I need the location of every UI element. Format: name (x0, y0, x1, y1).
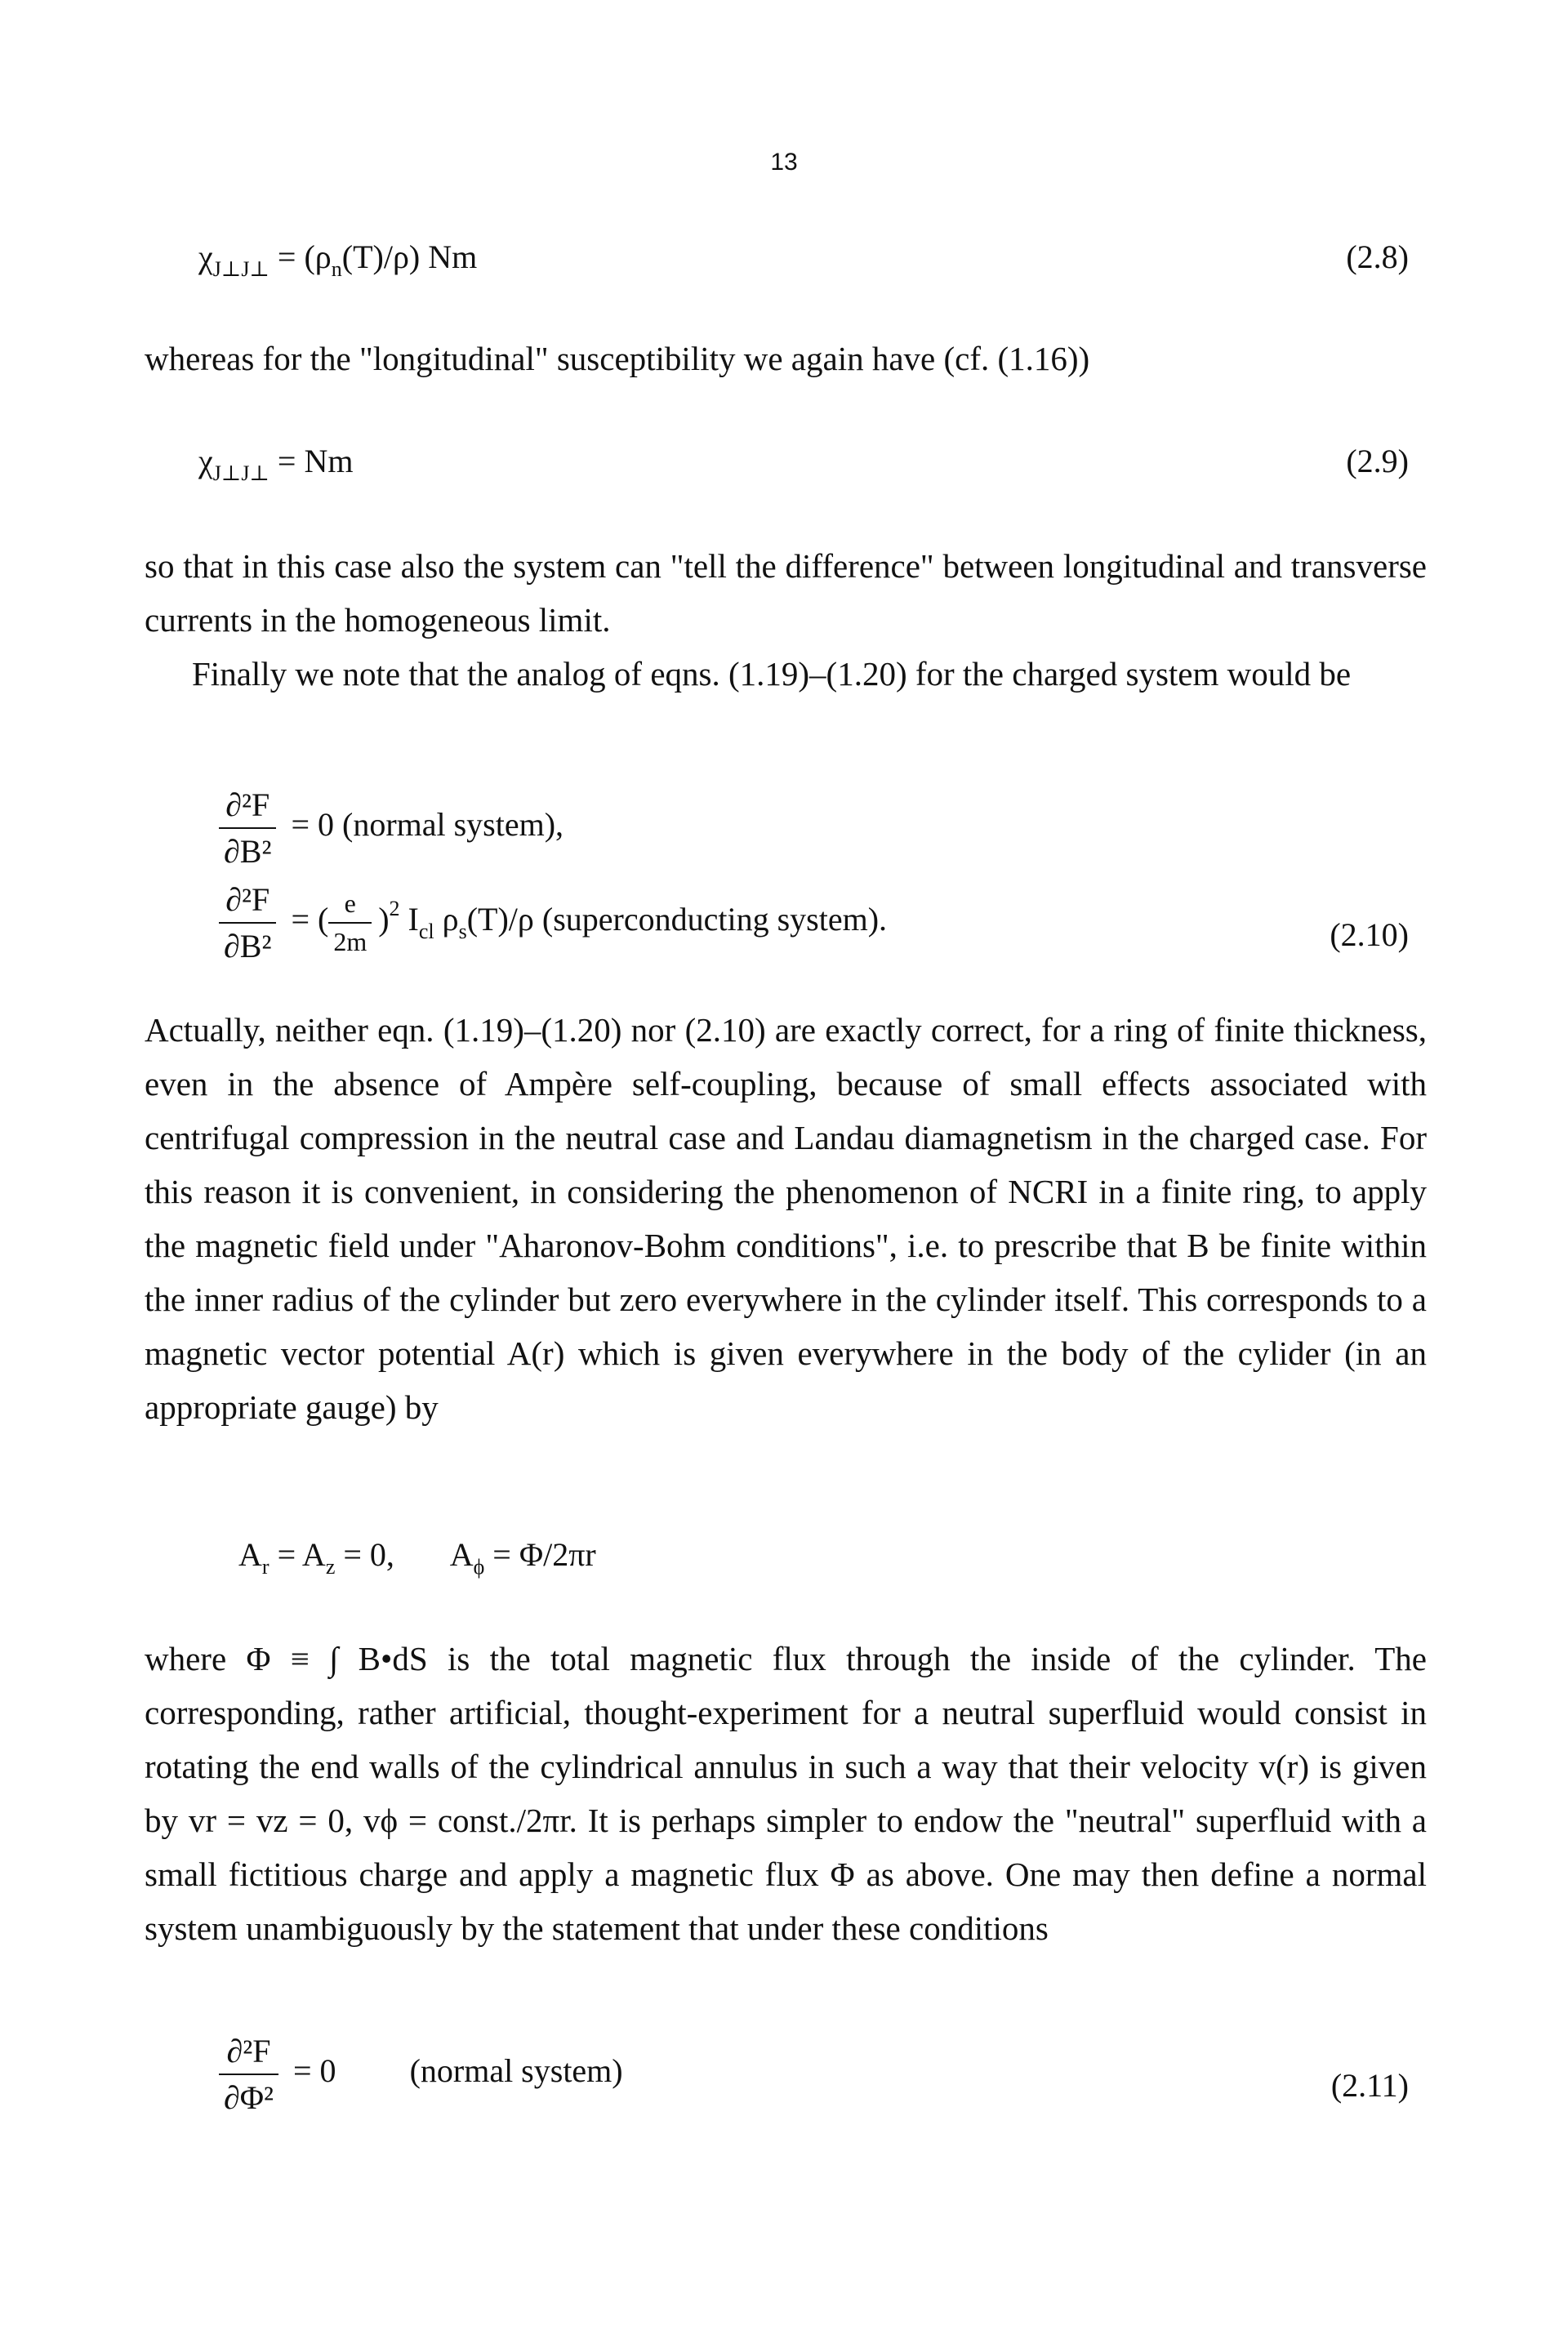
equation-vector-potential: $A_r = A_z = 0$, $A_\phi = \Phi/2\pi r$ (238, 1536, 596, 1579)
equation-2-8-body: $\chi_{J\perp J\perp} = (\rho_n(T)/\rho)$ Nm (198, 238, 478, 281)
paragraph-3: Finally we note that the analog of eqns. (1.19)–(1.20) for the charged system would be (192, 655, 1352, 693)
equation-2-11: $\frac{\text{∂²F}}{\text{∂Φ²}}$ = 0 (normal system) (219, 2032, 623, 2117)
fraction: $\frac{e}{2m}$ (328, 889, 372, 957)
page-number: 13 (770, 149, 798, 176)
paragraph-1: whereas for the "longitudinal" susceptibility we again have (cf. (1.16)) (145, 340, 1090, 377)
equation-number: (2.11) (1330, 2067, 1409, 2104)
equation-number: (2.8) (1346, 238, 1409, 275)
equation-2-10-line-1: $\frac{\text{∂²F}}{\text{∂B²}}$ = 0 (normal system), (219, 786, 564, 871)
paragraph-2: so that in this case also the system can "tell the difference" between longitudinal and transverse currents in the homogeneous limit. (145, 547, 1427, 639)
paragraph-5: where Φ ≡ ∫ B•dS is the total magnetic flux through the inside of the cylinder. The corresponding, rather artificial, thought-experiment for a neutral superfluid would consist in rotating the end walls of the cylindrical annulus in such a way that their velocity v(r) is given by vr = vz = 0, vϕ = const./2πr. It is perhaps simpler to endow the "neutral" superfluid with a small fictitious charge and apply a magnetic flux Φ as above. One may then define a normal system unambiguously by the statement that under these conditions (145, 1640, 1427, 1947)
paragraph-4: Actually, neither eqn. (1.19)–(1.20) nor (2.10) are exactly correct, for a ring of finite thickness, even in the absence of Ampère self-coupling, because of small effects associated with centrifugal compression in the neutral case and Landau diamagnetism in the charged case. For this reason it is convenient, in considering the phenomenon of NCRI in a finite ring, to apply the magnetic field under "Aharonov-Bohm conditions", i.e. to prescribe that B be finite within the inner radius of the cylinder but zero everywhere in the cylinder itself. This corresponds to a magnetic vector potential A(r) which is given everywhere in the body of the cylider (in an appropriate gauge) by (145, 1011, 1427, 1426)
fraction: $\frac{\text{∂²F}}{\text{∂B²}}$ (219, 786, 276, 871)
equation-2-10-line-2: $\frac{\text{∂²F}}{\text{∂B²}}$ = ( $\frac{e}{2m}$ )$^2$ $I_{cl}$ $\rho_s(T)/\rho$ (superconducting system). (219, 880, 887, 965)
fraction: $\frac{\text{∂²F}}{\text{∂Φ²}}$ (219, 2032, 278, 2117)
equation-2-9-body: $\chi_{J\perp J\perp} = Nm$ (198, 443, 354, 485)
fraction: $\frac{\text{∂²F}}{\text{∂B²}}$ (219, 880, 276, 965)
equation-number: (2.10) (1330, 916, 1409, 953)
equation-number: (2.9) (1346, 443, 1409, 479)
